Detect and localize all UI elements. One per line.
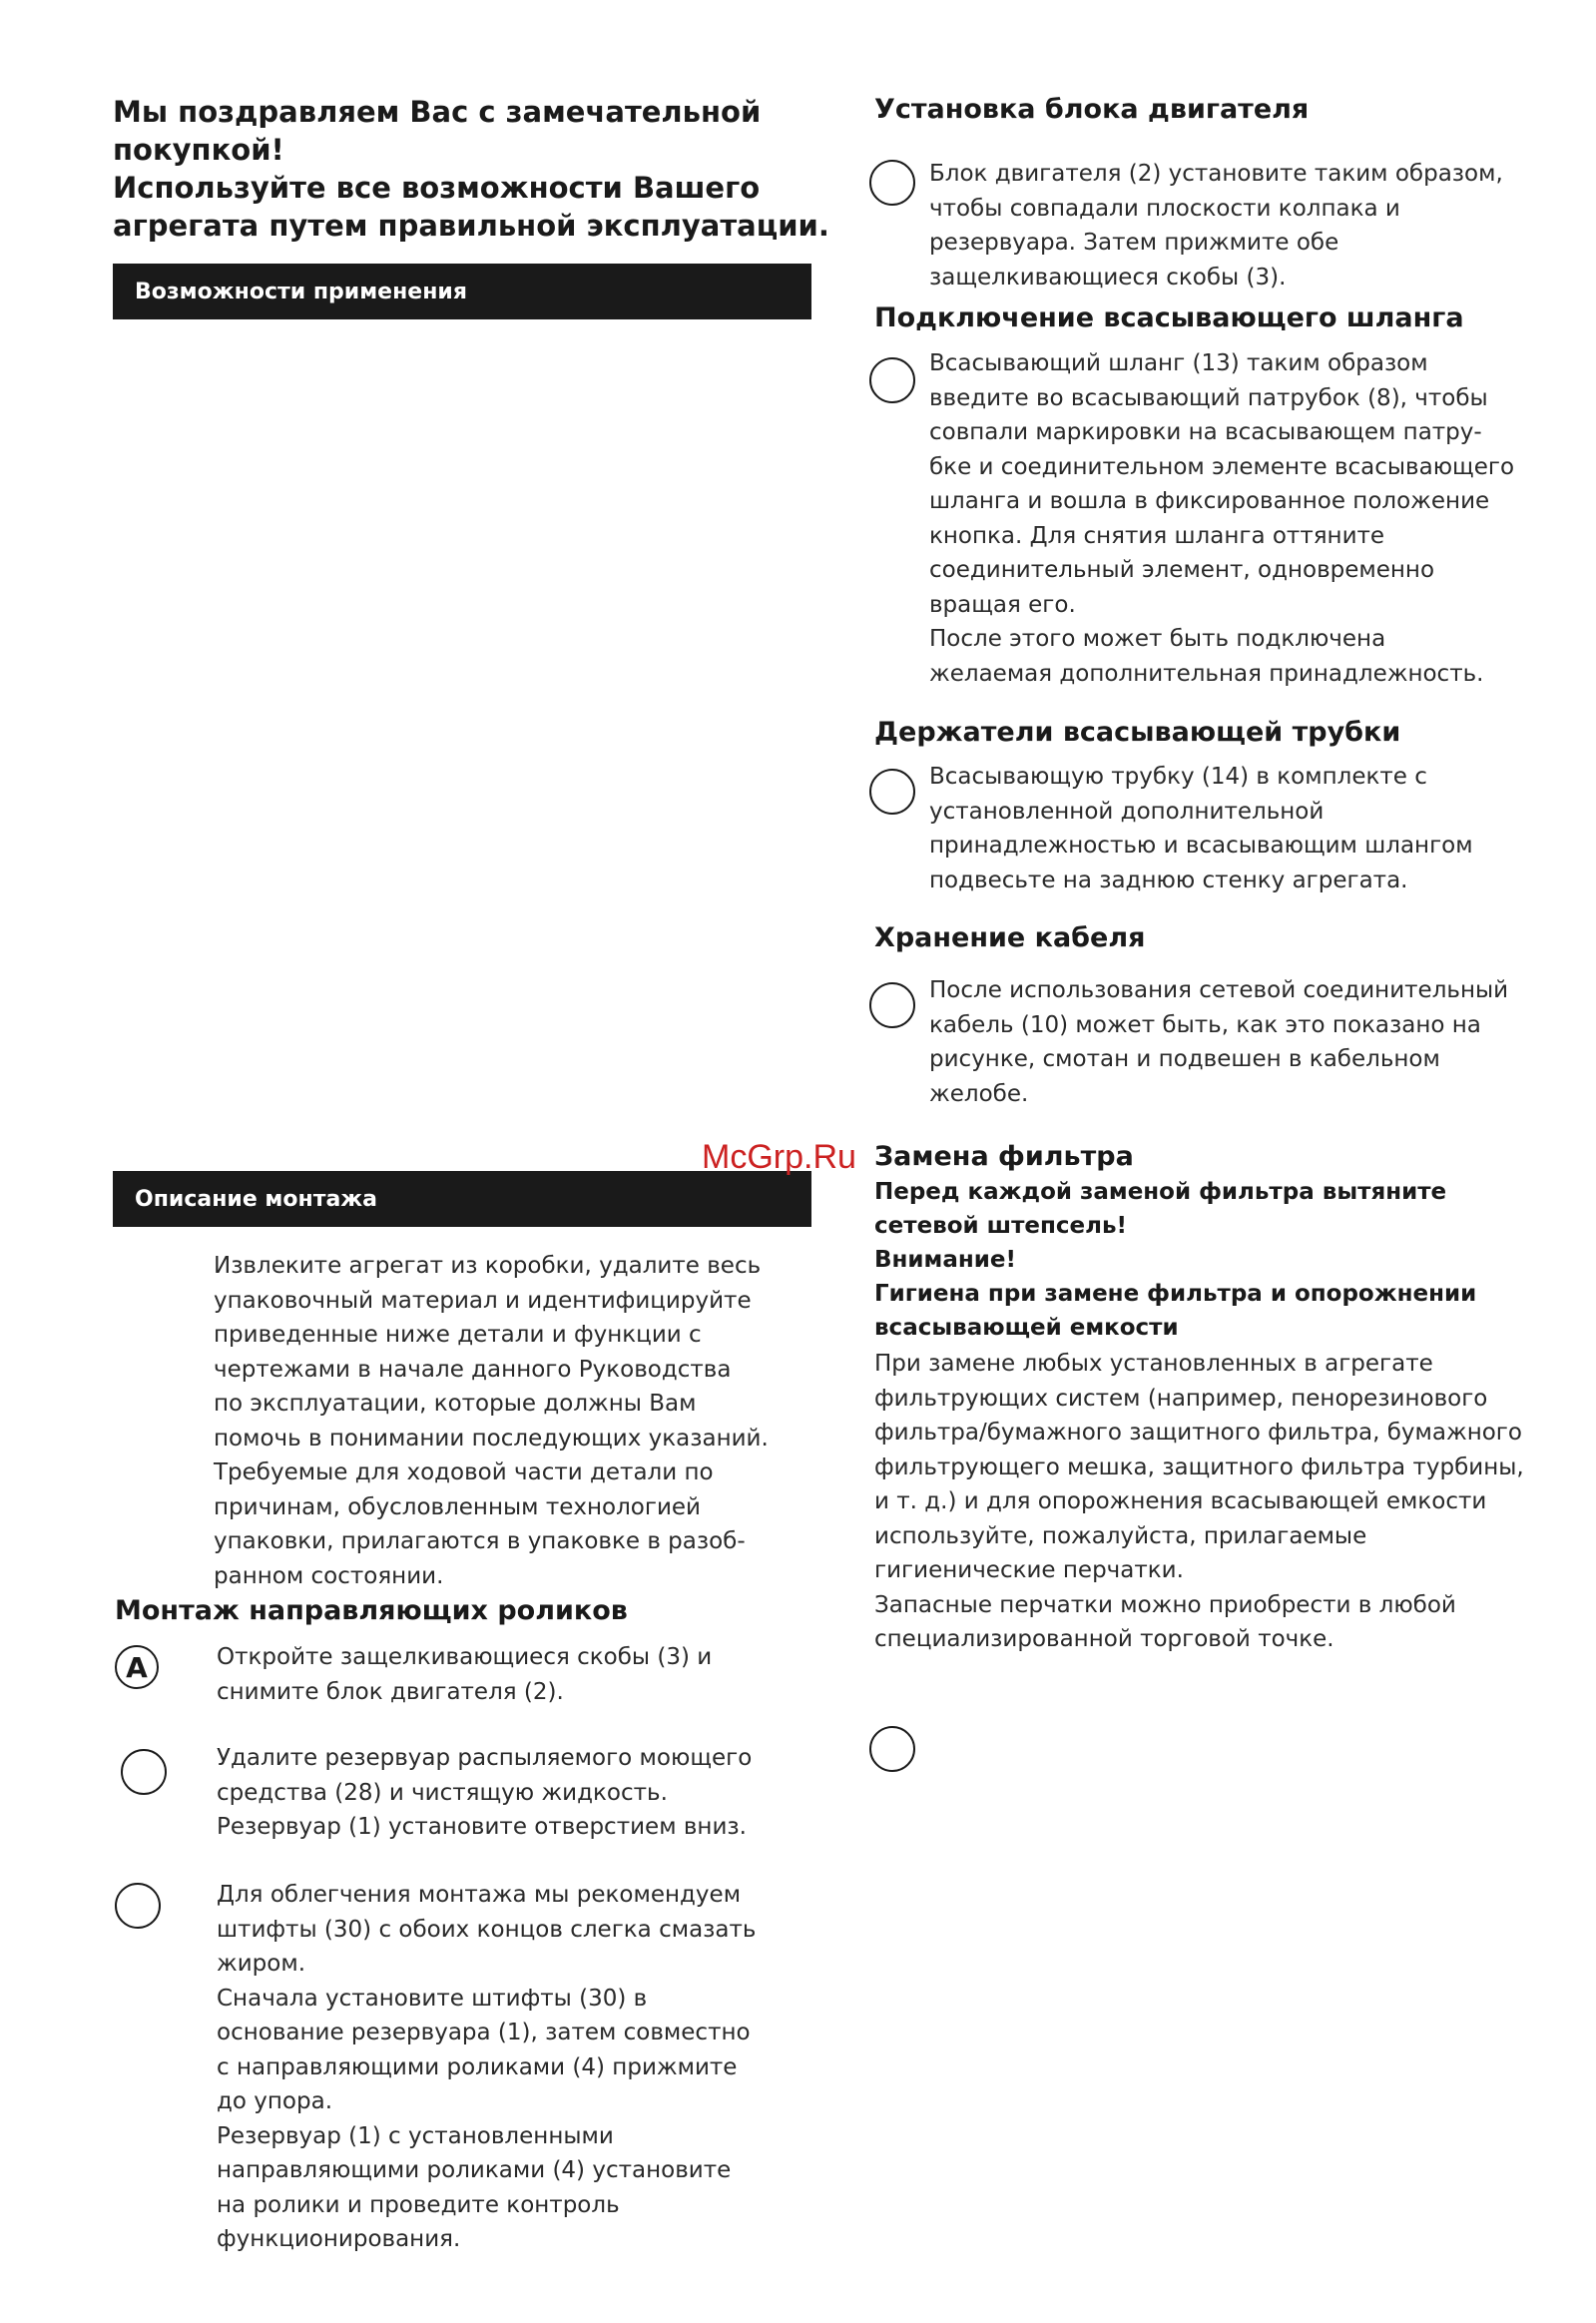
usage-section-bar (113, 264, 811, 319)
step-2-text: Удалите резервуар распыляемого моющего средства (28) и чистящую жидкость. Резервуар (1) установите отверстием вниз. (217, 1745, 753, 1840)
step-marker (869, 357, 915, 403)
step-marker (869, 1726, 915, 1772)
assembly-description: Извлеките агрегат из коробки, удалите весь упаковочный материал и идентифицируйте приведенные ниже детали и функции с чертежами в начале данного Руководства по эксплуатации, которые должны Вам помочь в понимании последующих указаний. Требуемые для ходовой части детали по причинам, обусловленным технологией упаковки, прилагаются в упаковке в разоб- ранном состоянии. (214, 1253, 769, 1589)
cable-heading: Хранение кабеля (874, 922, 1146, 953)
filter-warning: Перед каждой заменой фильтра вытяните сетевой штепсель! Внимание! Гигиена при замене фильтра и опорожнении всасывающей емкости (874, 1179, 1477, 1341)
step-marker (869, 982, 915, 1028)
motor-heading: Установка блока двигателя (874, 94, 1310, 125)
intro-text (113, 93, 829, 245)
usage-section-title: Возможности применения (135, 279, 467, 304)
step-a-text: Откройте защелкивающиеся скобы (3) и снимите блок двигателя (2). (217, 1644, 713, 1705)
hose-text: Всасывающий шланг (13) таким образом введите во всасывающий патрубок (8), чтобы совпали маркировки на всасывающем патру- бке и соединительном элементе всасывающего шланга и вошла в фиксированное положение кнопка. Для снятия шланга оттяните соединительный элемент, одновременно вращая его. После этого может быть подключена желаемая дополнительная принадлежность. (929, 350, 1515, 687)
intro-line: покупкой! (113, 133, 284, 167)
rollers-heading: Монтаж направляющих роликов (115, 1595, 628, 1626)
step-3-text: Для облегчения монтажа мы рекомендуем штифты (30) с обоих концов слегка смазать жиром. Сначала установите штифты (30) в основание резервуара (1), затем совместно с направляющими роликами (4) прижмите до упора. Резервуар (1) с установленными направляющими роликами (4) установите на ролики и проведите контроль функционирования. (217, 1882, 757, 2252)
assembly-section-title: Описание монтажа (135, 1186, 378, 1212)
filter-heading: Замена фильтра (874, 1141, 1134, 1172)
assembly-section-bar (113, 1171, 811, 1227)
hose-heading: Подключение всасывающего шланга (874, 302, 1464, 333)
step-a-marker: A (115, 1645, 159, 1689)
motor-text: Блок двигателя (2) установите таким образом, чтобы совпадали плоскости колпака и резервуара. Затем прижмите обе защелкивающиеся скобы (3). (929, 161, 1503, 290)
holder-heading: Держатели всасывающей трубки (874, 717, 1401, 748)
watermark: McGrp.Ru (702, 1138, 856, 1176)
intro-line: Мы поздравляем Вас с замечательной (113, 95, 762, 129)
step-marker (869, 160, 915, 206)
step-marker (869, 769, 915, 815)
intro-line: агрегата путем правильной эксплуатации. (113, 209, 829, 243)
filter-text: При замене любых установленных в агрегате фильтрующих систем (например, пенорезинового фильтра/бумажного защитного фильтра, бумажного фильтрующего мешка, защитного фильтра турбины, и т. д.) и для опорожнения всасывающей емкости используйте, пожалуйста, прилагаемые гигиенические перчатки. Запасные перчатки можно приобрести в любой специализированной торговой точке. (874, 1351, 1524, 1652)
intro-line: Используйте все возможности Вашего (113, 171, 761, 205)
holder-text: Всасывающую трубку (14) в комплекте с установленной дополнительной принадлежностью и всасывающим шлангом подвесьте на заднюю стенку агрегата. (929, 764, 1473, 893)
step-marker (121, 1749, 167, 1795)
cable-text: После использования сетевой соединительный кабель (10) может быть, как это показано на рисунке, смотан и подвешен в кабельном желобе. (929, 977, 1509, 1107)
step-marker (115, 1883, 161, 1929)
